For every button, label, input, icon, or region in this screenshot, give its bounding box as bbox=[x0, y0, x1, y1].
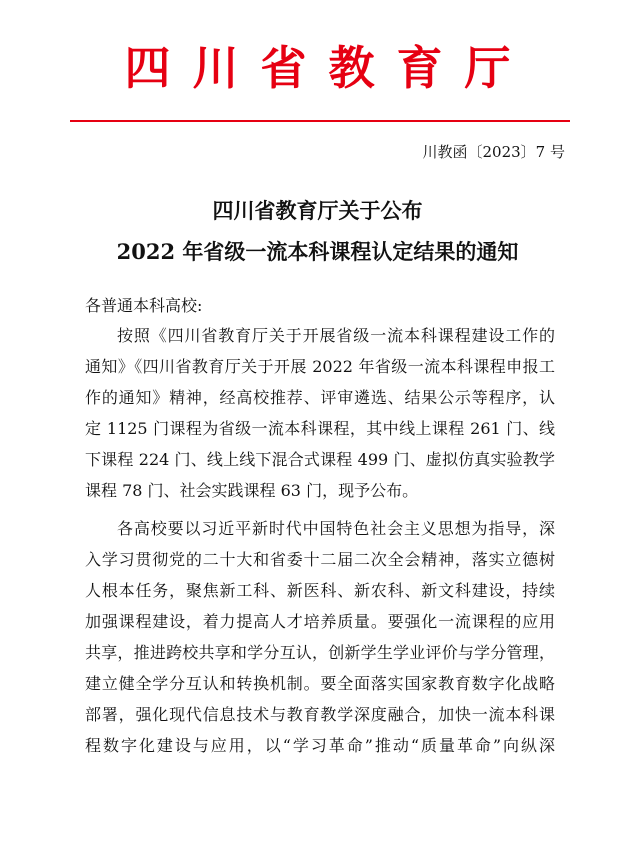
paragraph-line: 建立健全学分互认和转换机制。要全面落实国家教育数字化战略 bbox=[85, 674, 555, 693]
paragraph-line: 各高校要以习近平新时代中国特色社会主义思想为指导，深 bbox=[117, 519, 555, 538]
document-title-line-1: 四川省教育厅关于公布 bbox=[212, 198, 423, 223]
paragraph-line: 入学习贯彻党的二十大和省委十二届二次全会精神，落实立德树 bbox=[85, 550, 555, 569]
paragraph-line: 共享，推进跨校共享和学分互认，创新学生学业评价与学分管理， bbox=[85, 643, 555, 662]
paragraph-line: 部署，强化现代信息技术与教育教学深度融合，加快一流本科课 bbox=[85, 705, 555, 724]
paragraph-line: 加强课程建设，着力提高人才培养质量。要强化一流课程的应用 bbox=[85, 612, 555, 631]
paragraph-line: 程数字化建设与应用，以“学习革命”推动“质量革命”向纵深 bbox=[85, 736, 555, 755]
letterhead-red-rule bbox=[70, 120, 570, 122]
paragraph-line: 课程 78 门、社会实践课程 63 门，现予公布。 bbox=[85, 481, 419, 500]
paragraph-line: 通知》《四川省教育厅关于开展 2022 年省级一流本科课程申报工 bbox=[85, 357, 555, 376]
paragraph-line: 定 1125 门课程为省级一流本科课程，其中线上课程 261 门、线 bbox=[85, 419, 555, 438]
letterhead-title: 四川省教育厅 bbox=[124, 41, 533, 95]
paragraph-line: 下课程 224 门、线上线下混合式课程 499 门、虚拟仿真实验教学 bbox=[85, 450, 555, 469]
paragraph-line: 作的通知》精神，经高校推荐、评审遴选、结果公示等程序，认 bbox=[85, 388, 555, 407]
paragraph-2 bbox=[85, 513, 555, 761]
paragraph-line: 人根本任务，聚焦新工科、新医科、新农科、新文科建设，持续 bbox=[85, 581, 555, 600]
salutation: 各普通本科高校: bbox=[85, 296, 203, 315]
paragraph-line: 按照《四川省教育厅关于开展省级一流本科课程建设工作的 bbox=[117, 326, 555, 345]
paragraph-1 bbox=[85, 320, 555, 506]
document-title-line-2: 2022 年省级一流本科课程认定结果的通知 bbox=[116, 239, 519, 264]
document-number: 川教函〔2023〕7 号 bbox=[422, 143, 565, 161]
